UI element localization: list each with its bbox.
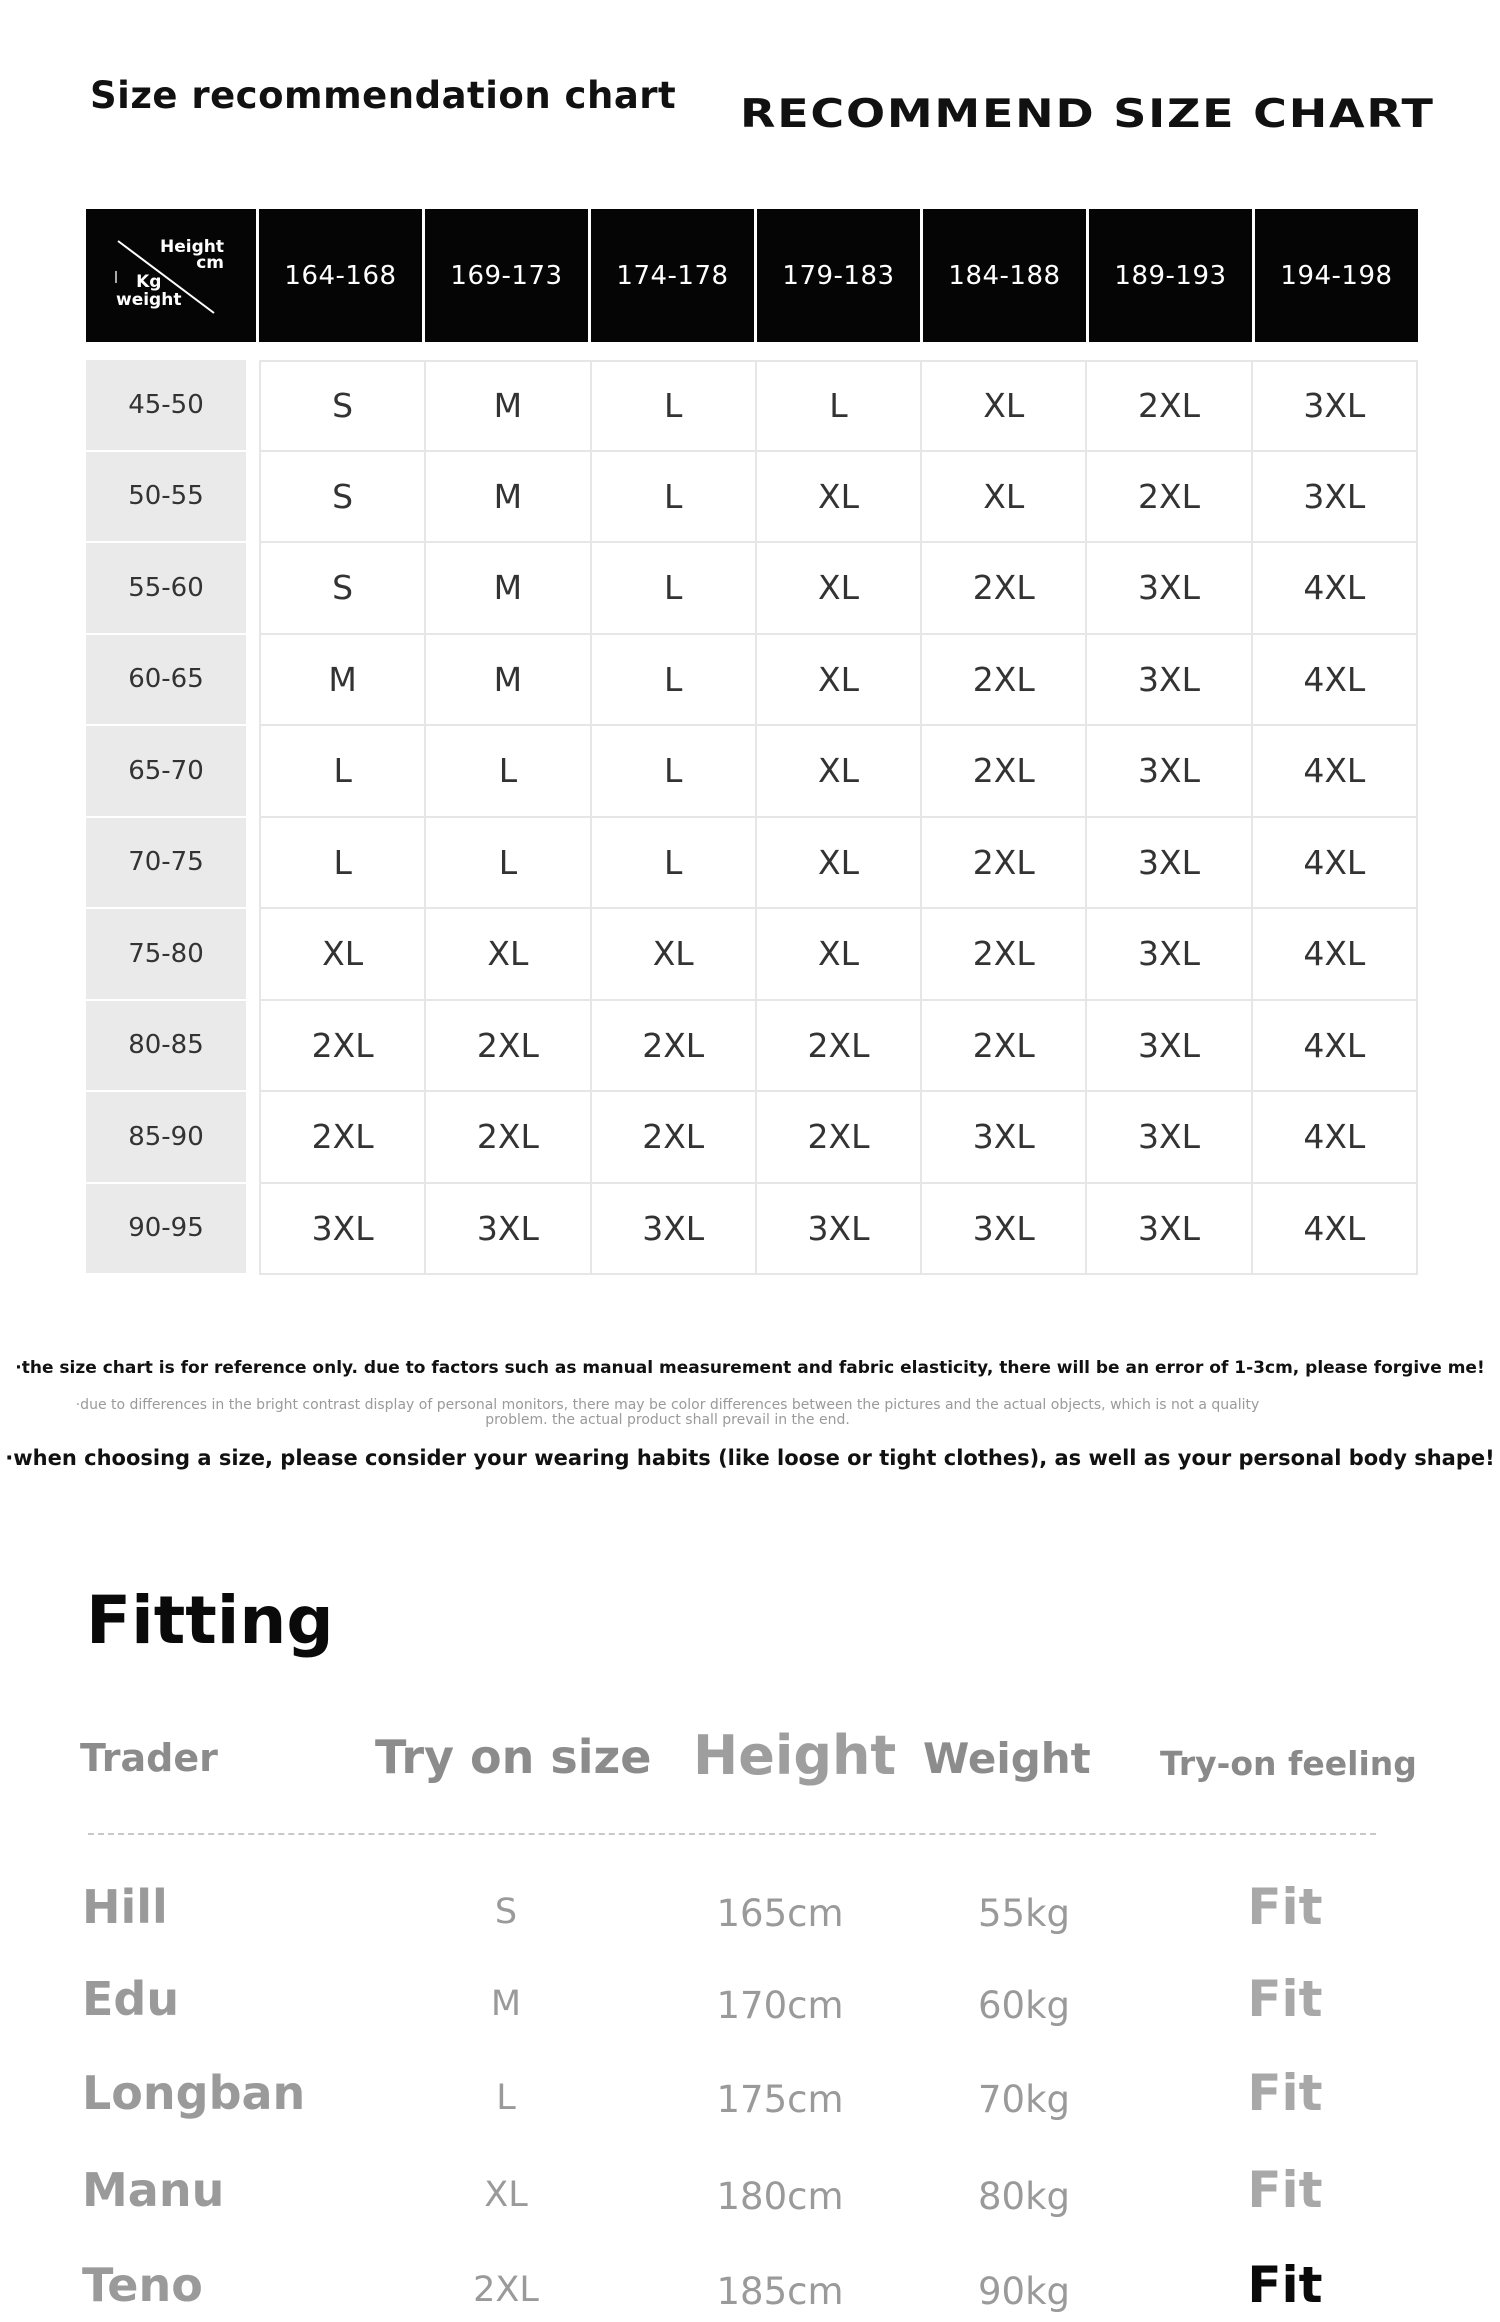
height-column-header: 179-183 — [757, 209, 923, 342]
size-cell: 2XL — [1087, 362, 1252, 452]
fitting-row — [0, 2163, 1500, 2243]
fitting-header-weight: Weight — [923, 1734, 1091, 1783]
size-cell: 2XL — [261, 1001, 426, 1093]
size-cell: L — [757, 362, 922, 452]
fitting-feeling: Fit — [1247, 2256, 1323, 2314]
fitting-try-on-size: XL — [484, 2175, 528, 2215]
size-cell: 2XL — [922, 543, 1087, 635]
size-cell: M — [426, 452, 591, 544]
size-cell: 2XL — [592, 1092, 757, 1184]
size-cell: 2XL — [426, 1001, 591, 1093]
size-chart-body — [86, 360, 1418, 1275]
size-cell: 2XL — [426, 1092, 591, 1184]
note-color-difference: ·due to differences in the bright contrast display of personal monitors, there may be color differences between the pictures and the actual objects, which is not a quality problem. the actual product shall prevail in the end. — [75, 1397, 1260, 1428]
fitting-trader-name: Edu — [82, 1972, 180, 2026]
size-cell: 3XL — [1087, 909, 1252, 1001]
size-cell: L — [426, 726, 591, 818]
weight-row-header: 90-95 — [86, 1184, 246, 1276]
size-cell: XL — [757, 452, 922, 544]
size-cell: 3XL — [1087, 635, 1252, 727]
size-cell: L — [261, 818, 426, 910]
size-cell: XL — [757, 818, 922, 910]
size-cell: 2XL — [261, 1092, 426, 1184]
size-cell: L — [426, 818, 591, 910]
note-wearing-habits: ·when choosing a size, please consider your wearing habits (like loose or tight clothes), as well as your personal body shape! — [5, 1446, 1495, 1470]
fitting-row — [0, 1972, 1500, 2052]
weight-row-header: 50-55 — [86, 452, 246, 544]
fitting-header-size: Try on size — [375, 1730, 652, 1784]
size-cell: 2XL — [757, 1001, 922, 1093]
size-cell: 2XL — [922, 1001, 1087, 1093]
fitting-divider — [88, 1833, 1376, 1835]
fitting-try-on-size: S — [494, 1892, 518, 1932]
size-cell: L — [592, 635, 757, 727]
size-cell: M — [426, 635, 591, 727]
size-cells — [259, 1001, 1418, 1093]
size-cell: L — [592, 543, 757, 635]
fitting-trader-name: Teno — [82, 2258, 203, 2312]
fitting-feeling: Fit — [1247, 1878, 1323, 1936]
fitting-row — [0, 2066, 1500, 2146]
size-cells — [259, 818, 1418, 910]
fitting-header-feeling: Try-on feeling — [1160, 1744, 1417, 1783]
fitting-height: 185cm — [716, 2270, 844, 2313]
size-cell: L — [592, 818, 757, 910]
fitting-trader-name: Longban — [82, 2066, 306, 2120]
size-cell: M — [426, 543, 591, 635]
size-cell: 3XL — [1087, 1001, 1252, 1093]
size-cell: M — [426, 362, 591, 452]
fitting-weight: 70kg — [978, 2078, 1070, 2121]
fitting-weight: 60kg — [978, 1984, 1070, 2027]
size-cell: S — [261, 452, 426, 544]
weight-row-header: 60-65 — [86, 635, 246, 727]
size-cell: 3XL — [261, 1184, 426, 1276]
table-row — [86, 1092, 1418, 1184]
table-row — [86, 543, 1418, 635]
size-cell: 4XL — [1253, 726, 1418, 818]
size-cells — [259, 1092, 1418, 1184]
size-cells — [259, 909, 1418, 1001]
size-cell: 3XL — [1087, 726, 1252, 818]
fitting-try-on-size: L — [496, 2078, 516, 2118]
table-corner-cell — [86, 209, 259, 342]
size-cell: 3XL — [1087, 543, 1252, 635]
size-cells — [259, 360, 1418, 452]
size-cell: L — [261, 726, 426, 818]
size-cell: 2XL — [922, 909, 1087, 1001]
size-cell: 4XL — [1253, 635, 1418, 727]
weight-row-header: 85-90 — [86, 1092, 246, 1184]
fitting-row — [0, 1880, 1500, 1960]
height-column-header: 164-168 — [259, 209, 425, 342]
size-cell: 4XL — [1253, 1001, 1418, 1093]
table-row — [86, 635, 1418, 727]
size-cell: 2XL — [922, 635, 1087, 727]
size-cells — [259, 543, 1418, 635]
size-chart-table — [86, 209, 1418, 1275]
size-cell: 4XL — [1253, 1184, 1418, 1276]
size-cell: 3XL — [1087, 1184, 1252, 1276]
fitting-trader-name: Hill — [82, 1880, 168, 1934]
fitting-row — [0, 2258, 1500, 2322]
weight-row-header: 55-60 — [86, 543, 246, 635]
chart-banner-title: RECOMMEND SIZE CHART — [740, 92, 1435, 137]
size-cell: XL — [592, 909, 757, 1001]
size-cell: XL — [757, 909, 922, 1001]
size-cells — [259, 635, 1418, 727]
weight-row-header: 80-85 — [86, 1001, 246, 1093]
fitting-feeling: Fit — [1247, 2064, 1323, 2122]
weight-row-header: 75-80 — [86, 909, 246, 1001]
fitting-title: Fitting — [86, 1582, 334, 1659]
size-cell: 2XL — [922, 818, 1087, 910]
fitting-feeling: Fit — [1247, 2161, 1323, 2219]
size-cell: 3XL — [1253, 362, 1418, 452]
size-cells — [259, 726, 1418, 818]
table-row — [86, 360, 1418, 452]
size-cells — [259, 452, 1418, 544]
size-cell: XL — [922, 362, 1087, 452]
size-cell: L — [592, 362, 757, 452]
table-row — [86, 818, 1418, 910]
size-cell: 3XL — [426, 1184, 591, 1276]
size-cell: 2XL — [1087, 452, 1252, 544]
size-cell: XL — [261, 909, 426, 1001]
fitting-try-on-size: M — [490, 1984, 522, 2024]
size-cell: 2XL — [592, 1001, 757, 1093]
size-cell: XL — [426, 909, 591, 1001]
table-row — [86, 909, 1418, 1001]
size-cell: 2XL — [757, 1092, 922, 1184]
size-cell: XL — [757, 635, 922, 727]
table-row — [86, 726, 1418, 818]
fitting-weight: 90kg — [978, 2270, 1070, 2313]
table-row — [86, 452, 1418, 544]
size-cell: 4XL — [1253, 818, 1418, 910]
fitting-height: 180cm — [716, 2175, 844, 2218]
height-column-header: 194-198 — [1280, 260, 1393, 291]
fitting-try-on-size: 2XL — [473, 2270, 539, 2310]
fitting-trader-name: Manu — [82, 2163, 225, 2217]
weight-row-header: 70-75 — [86, 818, 246, 910]
height-column-header: 174-178 — [591, 209, 757, 342]
height-column-header: 169-173 — [425, 209, 591, 342]
fitting-height: 175cm — [716, 2078, 844, 2121]
fitting-height: 170cm — [716, 1984, 844, 2027]
fitting-header-height: Height — [693, 1724, 897, 1787]
size-chart-header-row — [86, 209, 1418, 342]
size-cell: M — [261, 635, 426, 727]
size-cell: 3XL — [922, 1092, 1087, 1184]
height-column-header: 189-193 — [1089, 209, 1255, 342]
size-cell: 3XL — [922, 1184, 1087, 1276]
fitting-header-trader: Trader — [80, 1736, 218, 1780]
size-cell: XL — [757, 543, 922, 635]
table-row — [86, 1001, 1418, 1093]
size-cell: 3XL — [1253, 452, 1418, 544]
size-cell: 4XL — [1253, 543, 1418, 635]
size-cell: 3XL — [1087, 818, 1252, 910]
weight-row-header: 45-50 — [86, 360, 246, 452]
fitting-height: 165cm — [716, 1892, 844, 1935]
size-cell: XL — [757, 726, 922, 818]
size-cell: L — [592, 726, 757, 818]
size-cell: XL — [922, 452, 1087, 544]
note-reference-only: ·the size chart is for reference only. due to factors such as manual measurement and fabric elasticity, there will be an error of 1-3cm, please forgive me! — [15, 1358, 1485, 1378]
size-cell: L — [592, 452, 757, 544]
size-cells — [259, 1184, 1418, 1276]
size-cell: 3XL — [1087, 1092, 1252, 1184]
page-title: Size recommendation chart — [90, 74, 677, 117]
size-cell: 4XL — [1253, 1092, 1418, 1184]
size-cell: S — [261, 543, 426, 635]
table-row — [86, 1184, 1418, 1276]
height-column-header: 184-188 — [923, 209, 1089, 342]
size-cell: 3XL — [757, 1184, 922, 1276]
size-cell: 3XL — [592, 1184, 757, 1276]
fitting-feeling: Fit — [1247, 1970, 1323, 2028]
height-axis-label: Height cm — [160, 237, 224, 273]
weight-axis-label: Kg weight — [116, 272, 182, 310]
fitting-weight: 80kg — [978, 2175, 1070, 2218]
weight-row-header: 65-70 — [86, 726, 246, 818]
size-cell: 4XL — [1253, 909, 1418, 1001]
fitting-weight: 55kg — [978, 1892, 1070, 1935]
size-cell: S — [261, 362, 426, 452]
size-cell: 2XL — [922, 726, 1087, 818]
